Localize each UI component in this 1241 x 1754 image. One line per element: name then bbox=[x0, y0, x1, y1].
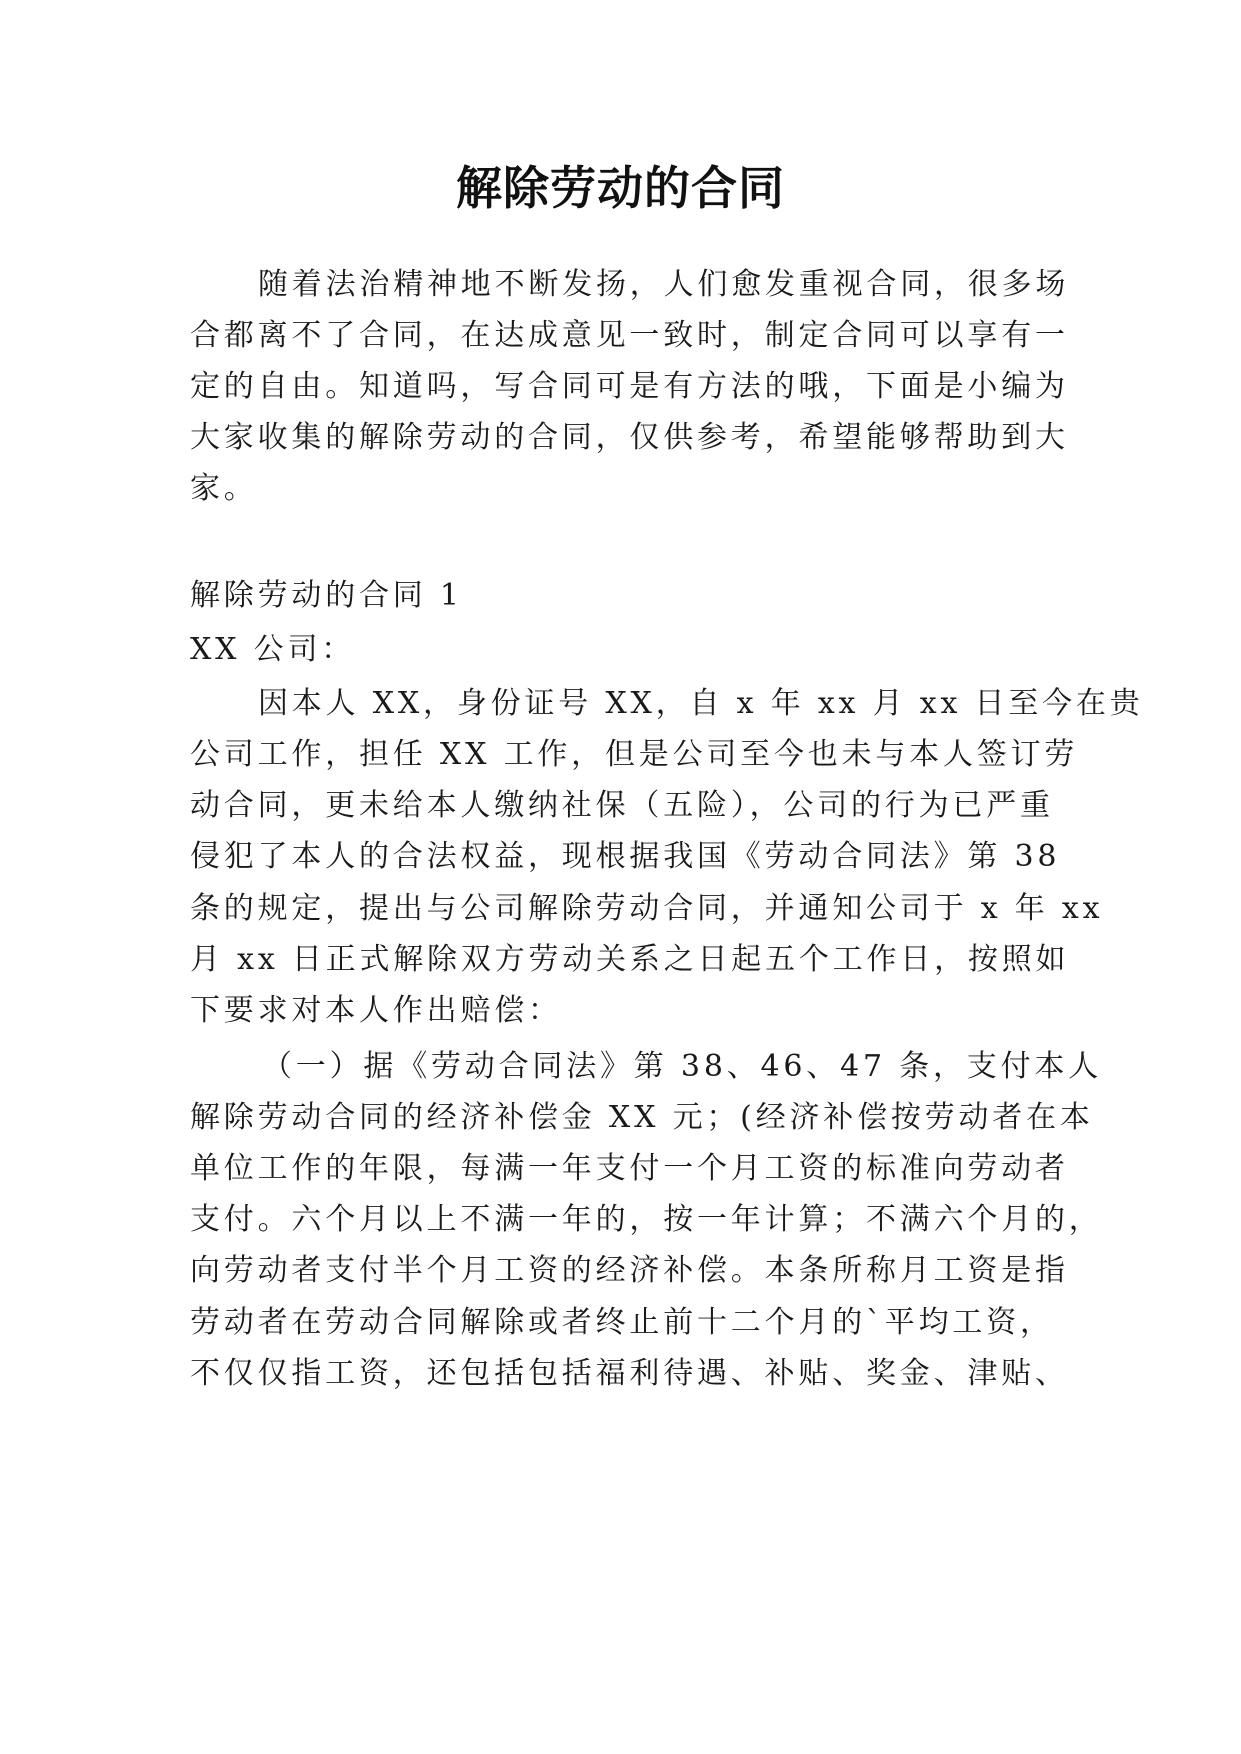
body-line: （一）据《劳动合同法》第 38、46、47 条，支付本人 bbox=[262, 1049, 1102, 1084]
body-line: 侵犯了本人的合法权益，现根据我国《劳动合同法》第 38 bbox=[190, 839, 1061, 874]
body-line: 下要求对本人作出赔偿： bbox=[190, 993, 562, 1028]
body-line: 月 xx 日正式解除双方劳动关系之日起五个工作日，按照如 bbox=[190, 942, 1070, 977]
intro-line: 家。 bbox=[190, 471, 258, 506]
body-line: 劳动者在劳动合同解除或者终止前十二个月的`平均工资， bbox=[190, 1305, 1054, 1340]
body-line: 条的规定，提出与公司解除劳动合同，并通知公司于 x 年 xx bbox=[190, 891, 1104, 926]
document-title: 解除劳动的合同 bbox=[456, 161, 785, 215]
body-line: 支付。六个月以上不满一年的，按一年计算；不满六个月的， bbox=[190, 1202, 1103, 1237]
intro-line: 随着法治精神地不断发扬，人们愈发重视合同，很多场 bbox=[258, 267, 1070, 302]
body-line: 动合同，更未给本人缴纳社保（五险），公司的行为已严重 bbox=[190, 788, 1054, 823]
intro-line: 合都离不了合同，在达成意见一致时，制定合同可以享有一 bbox=[190, 318, 1069, 353]
body-line: 不仅仅指工资，还包括包括福利待遇、补贴、奖金、津贴、 bbox=[190, 1356, 1069, 1391]
body-line: 单位工作的年限，每满一年支付一个月工资的标准向劳动者 bbox=[190, 1151, 1069, 1186]
salutation: XX 公司： bbox=[190, 632, 356, 667]
body-line: 解除劳动合同的经济补偿金 XX 元；(经济补偿按劳动者在本 bbox=[190, 1100, 1094, 1135]
intro-line: 定的自由。知道吗，写合同可是有方法的哦，下面是小编为 bbox=[190, 369, 1069, 404]
body-line: 因本人 XX，身份证号 XX，自 x 年 xx 月 xx 日至今在贵 bbox=[258, 686, 1144, 721]
intro-line: 大家收集的解除劳动的合同，仅供参考，希望能够帮助到大 bbox=[190, 420, 1069, 455]
body-line: 公司工作，担任 XX 工作，但是公司至今也未与本人签订劳 bbox=[190, 737, 1079, 772]
body-line: 向劳动者支付半个月工资的经济补偿。本条所称月工资是指 bbox=[190, 1253, 1069, 1288]
section-heading: 解除劳动的合同 1 bbox=[190, 578, 463, 613]
